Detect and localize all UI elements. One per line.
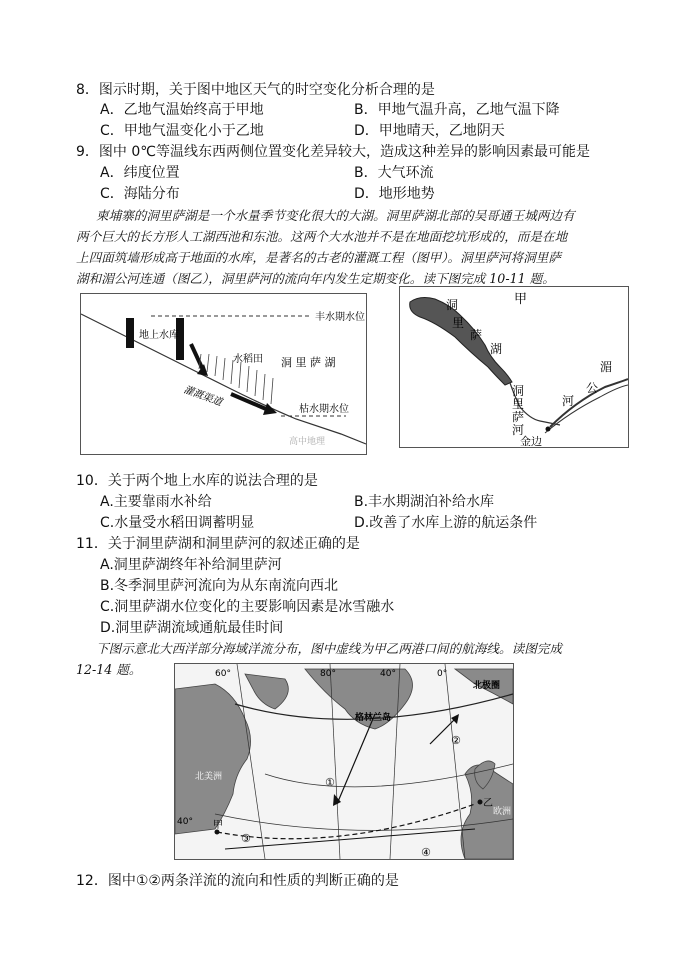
watermark-text: 高中地理: [289, 437, 326, 447]
greenland-label: 格林兰岛: [355, 713, 392, 723]
lon-0-label: 0°: [437, 669, 448, 679]
q9-option-c: C．海陆分布: [100, 186, 180, 202]
q11-option-d: D.洞里萨湖流域通航最佳时间: [100, 620, 284, 636]
q12-stem: 12．图中①②两条洋流的流向和性质的判断正确的是: [76, 873, 399, 889]
reservoir-wall-left: [126, 318, 134, 348]
port-yi-label: 乙: [483, 798, 493, 809]
mekong-label-2: 公: [586, 381, 599, 395]
q10-option-b: B.丰水期湖泊补给水库: [354, 494, 495, 510]
channel-label: 灌溉渠道: [181, 384, 224, 409]
river-label-3: 萨: [512, 410, 525, 424]
river-label-1: 洞: [512, 384, 525, 398]
q11-option-c: C.洞里萨湖水位变化的主要影响因素是冰雪融水: [100, 599, 395, 615]
q9-option-b: B．大气环流: [354, 165, 434, 181]
q10-option-c: C.水量受水稻田调蓄明显: [100, 515, 255, 531]
europe-label: 欧洲: [493, 807, 512, 817]
jinbian-label: 金边: [520, 435, 542, 447]
river-label-4: 河: [512, 423, 525, 437]
figure-yi-map: [399, 286, 629, 448]
q8-stem: 8．图示时期，关于图中地区天气的时空变化分析合理的是: [76, 82, 435, 98]
river-label-2: 里: [512, 397, 525, 411]
q8-option-d: D．甲地晴天，乙地阴天: [354, 123, 505, 139]
mekong-label-3: 河: [562, 394, 575, 408]
north-america-label: 北美洲: [195, 772, 223, 782]
passage1-line-1: 柬埔寨的洞里萨湖是一个水量季节变化很大的大湖。洞里萨湖北部的吴哥通王城两边有: [96, 208, 575, 223]
port-yi: [478, 800, 483, 805]
q11-stem: 11．关于洞里萨湖和洞里萨河的叙述正确的是: [76, 536, 360, 552]
lake-label-4: 湖: [490, 342, 503, 356]
current-2-label: ②: [451, 734, 461, 747]
map-jia-label: 甲: [514, 292, 528, 307]
current-3-label: ③: [241, 832, 251, 845]
lon-60-label: 60°: [215, 669, 231, 679]
q10-stem: 10．关于两个地上水库的说法合理的是: [76, 473, 318, 489]
q8-option-a: A．乙地气温始终高于甲地: [100, 102, 264, 118]
passage2-line-1: 下图示意北大西洋部分海域洋流分布，图中虚线为甲乙两港口间的航海线。读图完成: [96, 641, 562, 656]
q9-option-d: D．地形地势: [354, 186, 435, 202]
passage1-line-2: 两个巨大的长方形人工湖西池和东池。这两个大水池并不是在地面挖坑形成的，而是在地: [76, 229, 568, 244]
q11-option-b: B.冬季洞里萨河流向为从东南流向西北: [100, 578, 339, 594]
high-water-label: 丰水期水位: [315, 312, 365, 323]
current-1-label: ①: [325, 776, 335, 789]
lon-80-label: 80°: [320, 669, 336, 679]
lake-label: 洞 里 萨 湖: [281, 356, 336, 369]
paddy-label: 水稻田: [233, 354, 263, 365]
q8-option-c: C．甲地气温变化小于乙地: [100, 123, 264, 139]
channel-arrow: [231, 394, 266, 409]
figure-north-atlantic-map: [174, 663, 514, 860]
port-jia-label: 甲: [213, 820, 223, 831]
lake-label-1: 洞: [446, 298, 459, 312]
current-4-label: ④: [421, 846, 431, 859]
q9-stem: 9．图中 0℃等温线东西两侧位置变化差异较大，造成这种差异的影响因素最可能是: [76, 144, 590, 160]
reservoir-label: 地上水库: [139, 330, 179, 341]
mekong-label-1: 湄: [600, 360, 613, 374]
passage1-line-4: 湖和湄公河连通（图乙），洞里萨河的流向年内发生定期变化。读下图完成 10-11 题。: [76, 271, 555, 286]
q10-option-a: A.主要靠雨水补给: [100, 494, 212, 510]
lake-label-3: 萨: [470, 328, 483, 342]
passage1-line-3: 上四面筑墙形成高于地面的水库，是著名的古老的灌溉工程（图甲）。洞里萨河将洞里萨: [76, 250, 561, 265]
lon-40-label: 40°: [380, 669, 396, 679]
jinbian-point: [546, 427, 551, 432]
q10-option-d: D.改善了水库上游的航运条件: [354, 515, 538, 531]
passage2-line-2: 12-14 题。: [76, 662, 142, 677]
lake-label-2: 里: [452, 316, 465, 330]
q11-option-a: A.洞里萨湖终年补给洞里萨河: [100, 557, 282, 573]
arctic-circle-label: 北极圈: [473, 681, 501, 691]
figure-jia-cross-section: [80, 293, 367, 455]
lat-40-label: 40°: [177, 817, 193, 827]
q8-option-b: B．甲地气温升高，乙地气温下降: [354, 102, 560, 118]
low-water-label: 枯水期水位: [299, 404, 349, 415]
q9-option-a: A．纬度位置: [100, 165, 180, 181]
reservoir-arrow: [191, 344, 203, 370]
